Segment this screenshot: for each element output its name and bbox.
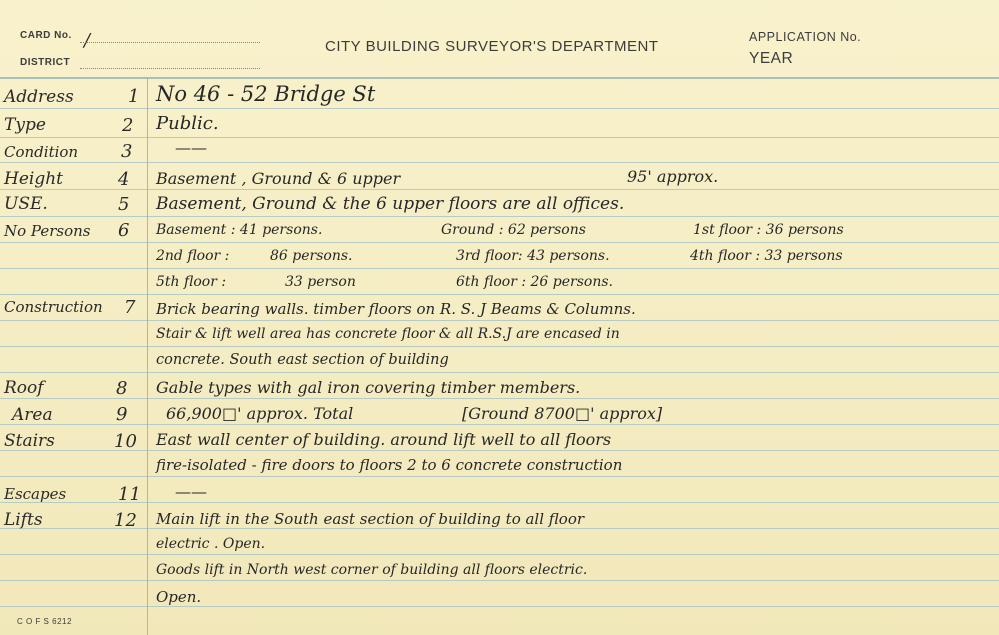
entry-area-ground: [Ground 8700□' approx] bbox=[462, 404, 663, 423]
label-use: USE. bbox=[4, 194, 48, 214]
ruled-line bbox=[0, 554, 999, 555]
label-roof: Roof bbox=[4, 378, 44, 398]
entry-construction-3: concrete. South east section of building bbox=[156, 352, 449, 368]
district-line bbox=[80, 68, 260, 69]
number-3: 3 bbox=[121, 141, 133, 162]
ruled-line bbox=[0, 528, 999, 529]
entry-stairs-1: East wall center of building. around lift well to all floors bbox=[156, 430, 612, 449]
ruled-line bbox=[0, 372, 999, 373]
application-label: APPLICATION No. bbox=[749, 30, 862, 44]
entry-lifts-3: Goods lift in North west corner of building all floors electric. bbox=[156, 562, 588, 578]
entry-lifts-2: electric . Open. bbox=[156, 536, 266, 552]
ruled-line bbox=[0, 424, 999, 425]
label-area: Area bbox=[12, 405, 53, 425]
entry-persons-2nd: 86 persons. bbox=[270, 248, 353, 264]
label-lifts: Lifts bbox=[4, 510, 43, 530]
entry-persons-basement: Basement : 41 persons. bbox=[156, 222, 323, 238]
label-address: Address bbox=[4, 87, 74, 107]
number-11: 11 bbox=[118, 484, 141, 505]
label-escapes: Escapes bbox=[4, 485, 67, 503]
number-7: 7 bbox=[124, 297, 136, 318]
ruled-line bbox=[0, 320, 999, 321]
ruled-line bbox=[0, 268, 999, 269]
ruled-line bbox=[0, 108, 999, 109]
label-type: Type bbox=[4, 115, 46, 135]
entry-address: No 46 - 52 Bridge St bbox=[156, 82, 376, 106]
number-9: 9 bbox=[116, 404, 128, 425]
ruled-line bbox=[0, 502, 999, 503]
form-code: C O F S 6212 bbox=[17, 617, 72, 626]
card-no-value: / bbox=[84, 30, 91, 51]
header-rule bbox=[0, 77, 999, 79]
card-no-line bbox=[80, 42, 260, 43]
ruled-line bbox=[0, 476, 999, 477]
entry-persons-3rd: 3rd floor: 43 persons. bbox=[456, 248, 610, 264]
number-6: 6 bbox=[118, 220, 130, 241]
ruled-line bbox=[0, 580, 999, 581]
entry-persons-6th: 6th floor : 26 persons. bbox=[456, 274, 613, 290]
entry-persons-5th: 33 person bbox=[285, 274, 356, 290]
label-stairs: Stairs bbox=[4, 431, 55, 451]
number-10: 10 bbox=[114, 431, 137, 452]
entry-persons-ground: Ground : 62 persons bbox=[441, 222, 586, 238]
entry-construction-1: Brick bearing walls. timber floors on R. S. J Beams & Columns. bbox=[156, 300, 636, 318]
year-label: YEAR bbox=[749, 50, 794, 67]
entry-lifts-1: Main lift in the South east section of building to all floor bbox=[156, 510, 585, 528]
entry-condition: —— bbox=[175, 138, 207, 157]
label-construction: Construction bbox=[4, 298, 103, 316]
entry-persons-2nd-label: 2nd floor : bbox=[156, 248, 230, 264]
ruled-line bbox=[0, 162, 999, 163]
entry-area-total: 66,900□' approx. Total bbox=[166, 404, 354, 423]
label-condition: Condition bbox=[4, 143, 79, 161]
entry-height-value: 95' approx. bbox=[627, 167, 719, 186]
ruled-line bbox=[0, 242, 999, 243]
entry-height: Basement , Ground & 6 upper bbox=[156, 169, 401, 188]
entry-construction-2: Stair & lift well area has concrete floor & all R.S.J are encased in bbox=[156, 326, 620, 342]
label-height: Height bbox=[4, 169, 63, 189]
entry-persons-4th: 4th floor : 33 persons bbox=[690, 248, 843, 264]
district-label: DISTRICT bbox=[20, 57, 71, 68]
entry-persons-5th-label: 5th floor : bbox=[156, 274, 227, 290]
ruled-line bbox=[0, 216, 999, 217]
number-4: 4 bbox=[118, 169, 130, 190]
ruled-line bbox=[0, 346, 999, 347]
ruled-line bbox=[0, 294, 999, 295]
ruled-line bbox=[0, 398, 999, 399]
entry-persons-1st: 1st floor : 36 persons bbox=[693, 222, 844, 238]
ruled-line bbox=[0, 450, 999, 451]
entry-type: Public. bbox=[156, 113, 219, 134]
entry-roof: Gable types with gal iron covering timber members. bbox=[156, 378, 581, 397]
entry-stairs-2: fire-isolated - fire doors to floors 2 to 6 concrete construction bbox=[156, 456, 623, 474]
label-persons: No Persons bbox=[4, 222, 91, 240]
number-12: 12 bbox=[114, 510, 137, 531]
margin-line bbox=[147, 78, 148, 635]
ruled-line bbox=[0, 137, 999, 138]
entry-escapes: —— bbox=[175, 482, 207, 501]
card-no-label: CARD No. bbox=[20, 30, 72, 41]
department-title: CITY BUILDING SURVEYOR'S DEPARTMENT bbox=[325, 38, 659, 55]
entry-use: Basement, Ground & the 6 upper floors are all offices. bbox=[156, 194, 625, 214]
number-5: 5 bbox=[118, 194, 130, 215]
number-8: 8 bbox=[116, 378, 128, 399]
ruled-line bbox=[0, 189, 999, 190]
ruled-line bbox=[0, 606, 999, 607]
number-2: 2 bbox=[122, 115, 134, 136]
number-1: 1 bbox=[128, 86, 140, 107]
entry-lifts-4: Open. bbox=[156, 588, 202, 606]
